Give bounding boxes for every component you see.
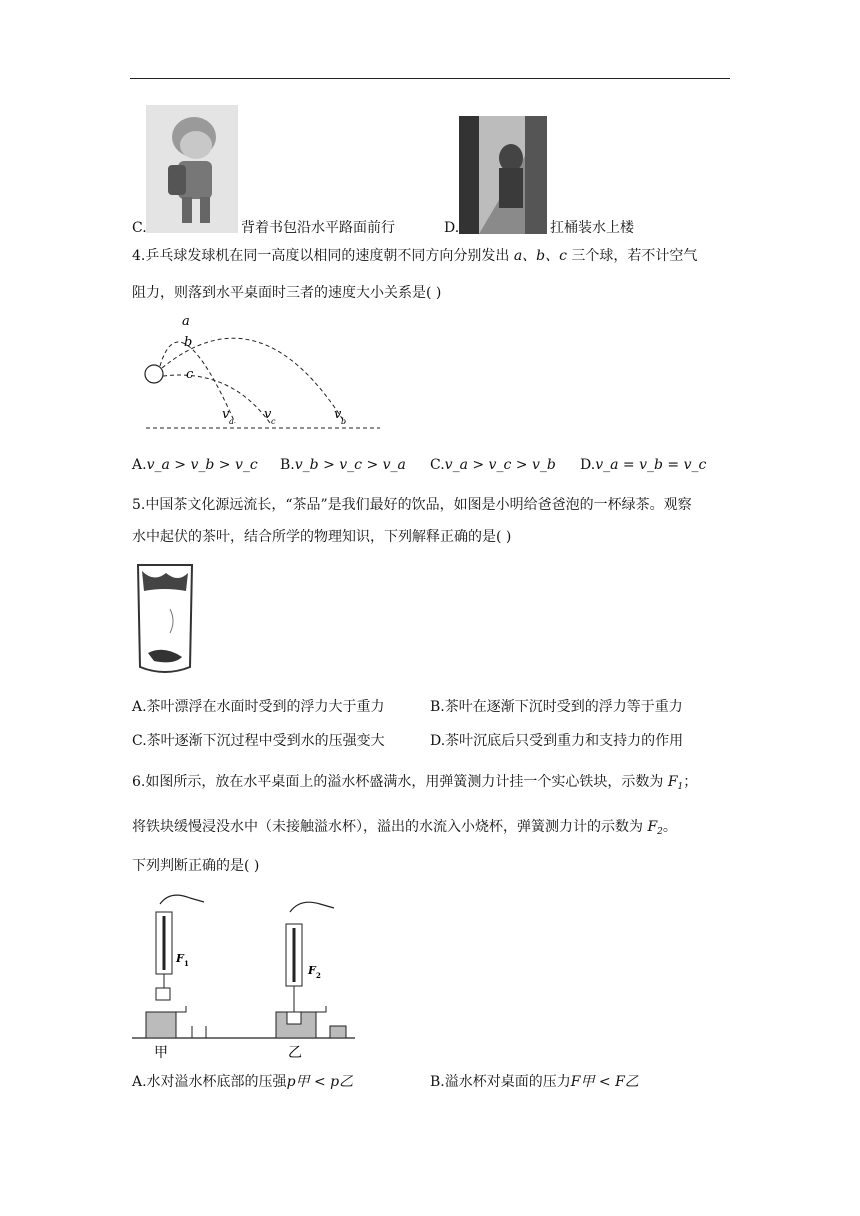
velocity-b-subscript: b	[341, 417, 347, 426]
q4-option-b-expr: v_b > v_c > v_a	[294, 457, 406, 473]
velocity-a-symbol: v	[222, 407, 230, 422]
velocity-b-symbol: v	[334, 407, 342, 422]
q5-option-d: D.茶叶沉底后只受到重力和支持力的作用	[430, 733, 684, 749]
q5-stem-line2: 水中起伏的茶叶，结合所学的物理知识，下列解释正确的是( )	[132, 529, 512, 545]
velocity-c-symbol: v	[264, 407, 272, 422]
f1-symbol: F	[176, 952, 184, 965]
q4-option-d: D.v_a = v_b = v_c	[580, 457, 707, 473]
q4-option-b: B.v_b > v_c > v_a	[280, 457, 406, 473]
q6-option-a: A.水对溢水杯底部的压强p甲 < p乙	[132, 1074, 354, 1090]
q3-option-d-label: D.	[444, 220, 460, 236]
q6-overflow-cup-figure	[130, 890, 370, 1070]
q3-option-c-label: C.	[132, 220, 147, 236]
q4-option-d-expr: v_a = v_b = v_c	[595, 457, 707, 473]
q3-option-d-text: 扛桶装水上楼	[550, 220, 634, 236]
q6-stem-line2: 将铁块缓慢浸没水中（未接触溢水杯），溢出的水流入小烧杯，弹簧测力计的示数为 $F_2$。	[132, 819, 677, 837]
q6-stem-line3: 下列判断正确的是( )	[132, 858, 260, 874]
header-rule	[130, 78, 730, 79]
q5-stem-line1: 5.中国茶文化源远流长，“茶品”是我们最好的饮品，如图是小明给爸爸泡的一杯绿茶。观察	[132, 497, 692, 513]
f1-subscript: 1	[184, 959, 189, 968]
q4-trajectory-figure	[140, 308, 390, 436]
label-jia: 甲	[154, 1045, 168, 1061]
label-yi: 乙	[288, 1045, 302, 1061]
velocity-c-subscript: c	[271, 417, 276, 426]
trajectory-b-label: b	[184, 335, 193, 350]
man-carrying-water-upstairs-image	[459, 116, 547, 234]
q6-option-b-expr: F甲 < F乙	[570, 1074, 639, 1090]
q4-option-a-expr: v_a > v_b > v_c	[146, 457, 258, 473]
q3-option-c-text: 背着书包沿水平路面前行	[241, 220, 395, 236]
q5-option-b: B.茶叶在逐渐下沉时受到的浮力等于重力	[430, 699, 683, 715]
q5-option-a: A.茶叶漂浮在水面时受到的浮力大于重力	[132, 699, 385, 715]
trajectory-c-label: c	[186, 367, 194, 382]
q6-option-b: B.溢水杯对桌面的压力F甲 < F乙	[430, 1074, 639, 1090]
boy-with-backpack-image	[146, 105, 238, 233]
tea-glass-figure	[134, 561, 196, 681]
f2-symbol: F	[308, 964, 316, 977]
trajectory-a-label: a	[182, 314, 190, 329]
q6-option-a-expr: p甲 < p乙	[286, 1074, 354, 1090]
velocity-a-subscript: a	[229, 417, 234, 426]
q6-stem-line1: 6.如图所示，放在水平桌面上的溢水杯盛满水，用弹簧测力计挂一个实心铁块，示数为 $F_1$；	[132, 774, 698, 792]
q4-option-c-expr: v_a > v_c > v_b	[444, 457, 556, 473]
q4-option-c: C.v_a > v_c > v_b	[430, 457, 556, 473]
f2-subscript: 2	[316, 971, 321, 980]
q4-option-a: A.v_a > v_b > v_c	[132, 457, 258, 473]
q4-stem-line2: 阻力，则落到水平桌面时三者的速度大小关系是( )	[132, 285, 442, 301]
q4-stem-line1: 4.乒乓球发球机在同一高度以相同的速度朝不同方向分别发出 a、b、c 三个球，若不计空气	[132, 248, 698, 264]
q5-option-c: C.茶叶逐渐下沉过程中受到水的压强变大	[132, 733, 385, 749]
